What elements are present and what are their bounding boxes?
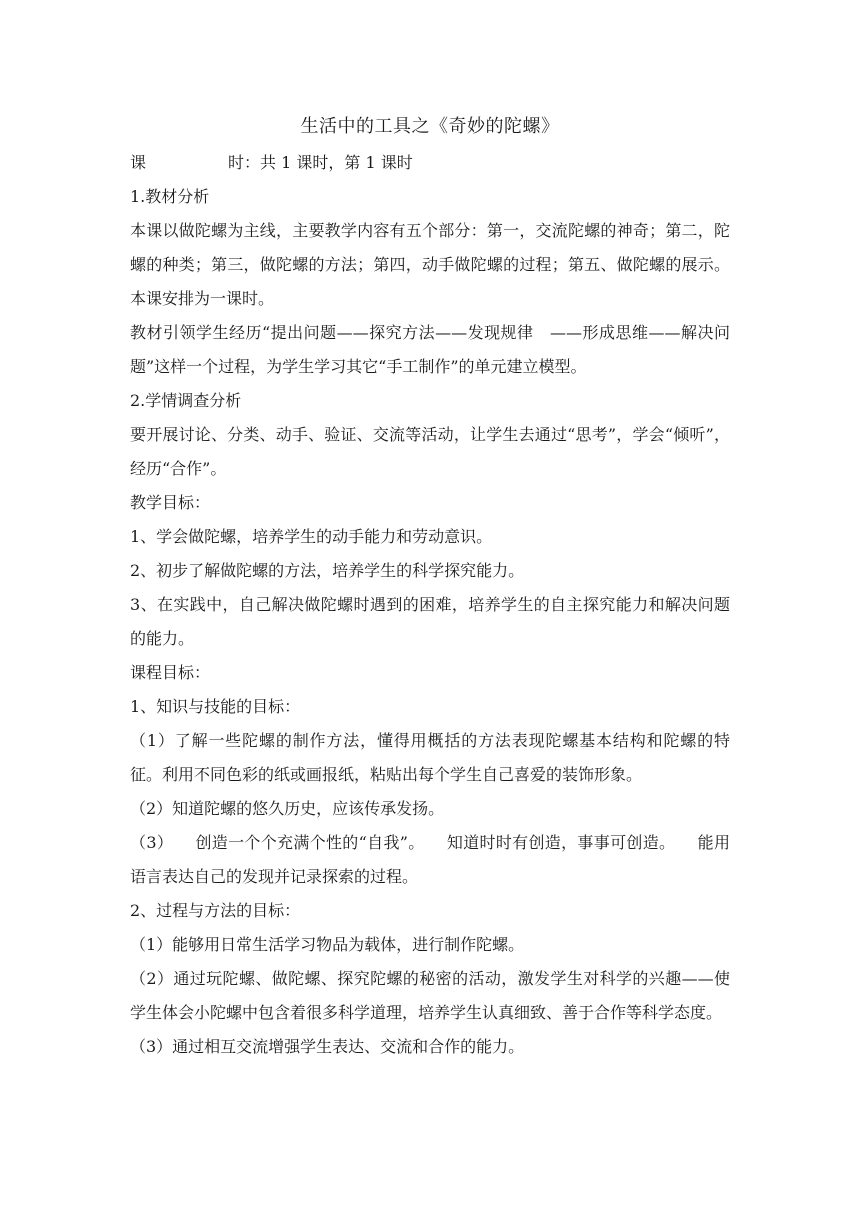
process-goal-item-3: （3）通过相互交流增强学生表达、交流和合作的能力。 bbox=[130, 1037, 525, 1056]
process-goal-item-2: （2）通过玩陀螺、做陀螺、探究陀螺的秘密的活动，激发学生对科学的兴趣——使学生体会小陀螺中包含着很多科学道理，培养学生认真细致、善于合作等科学态度。 bbox=[130, 969, 730, 1022]
teaching-goal-item-3: 3、在实践中，自己解决做陀螺时遇到的困难，培养学生的自主探究能力和解决问题的能力。 bbox=[130, 595, 730, 648]
knowledge-goal-item-1: （1）了解一些陀螺的制作方法，懂得用概括的方法表现陀螺基本结构和陀螺的特征。利用不同色彩的纸或画报纸，粘贴出每个学生自己喜爱的装饰形象。 bbox=[130, 731, 730, 784]
knowledge-goal-item-3 bbox=[130, 826, 730, 894]
section-heading-material-analysis: 1.教材分析 bbox=[130, 187, 210, 206]
section-heading-student-analysis: 2.学情调查分析 bbox=[130, 391, 242, 410]
teaching-goal-item-2: 2、初步了解做陀螺的方法，培养学生的科学探究能力。 bbox=[130, 561, 525, 580]
process-goal-item-1: （1）能够用日常生活学习物品为载体，进行制作陀螺。 bbox=[130, 935, 525, 954]
process-method-heading: 2、过程与方法的目标： bbox=[130, 901, 301, 920]
course-goals-heading: 课程目标： bbox=[130, 663, 211, 682]
class-hours-line bbox=[130, 146, 730, 180]
teaching-goals-heading: 教学目标： bbox=[130, 493, 211, 512]
knowledge-skills-heading: 1、知识与技能的目标： bbox=[130, 697, 301, 716]
class-hours-value: 时：共 1 课时，第 1 课时 bbox=[228, 153, 413, 172]
teaching-goal-item-1: 1、学会做陀螺，培养学生的动手能力和劳动意识。 bbox=[130, 527, 493, 546]
knowledge-goal-3-part-1: 创造一个个充满个性的“自我”。 bbox=[195, 833, 425, 852]
knowledge-goal-3-part-2: 知道时时有创造，事事可创造。 bbox=[446, 833, 676, 852]
knowledge-goal-3-number: （3） bbox=[130, 833, 174, 852]
student-analysis-paragraph: 要开展讨论、分类、动手、验证、交流等活动，让学生去通过“思考”，学会“倾听”，经历“合作”。 bbox=[130, 425, 730, 478]
document-title: 生活中的工具之《奇妙的陀螺》 bbox=[300, 116, 560, 137]
material-analysis-paragraph-1: 本课以做陀螺为主线，主要教学内容有五个部分：第一，交流陀螺的神奇；第二，陀螺的种类；第三，做陀螺的方法；第四，动手做陀螺的过程；第五、做陀螺的展示。本课安排为一课时。 bbox=[130, 221, 730, 308]
material-analysis-paragraph-2: 教材引领学生经历“提出问题——探究方法——发现规律 ——形成思维——解决问题”这样一个过程，为学生学习其它“手工制作”的单元建立模型。 bbox=[130, 323, 730, 376]
class-hours-label: 课 bbox=[130, 153, 147, 172]
knowledge-goal-3-part-3: 能用语言表达自己的发现并记录探索的过程。 bbox=[130, 833, 730, 886]
knowledge-goal-item-2: （2）知道陀螺的悠久历史，应该传承发扬。 bbox=[130, 799, 445, 818]
